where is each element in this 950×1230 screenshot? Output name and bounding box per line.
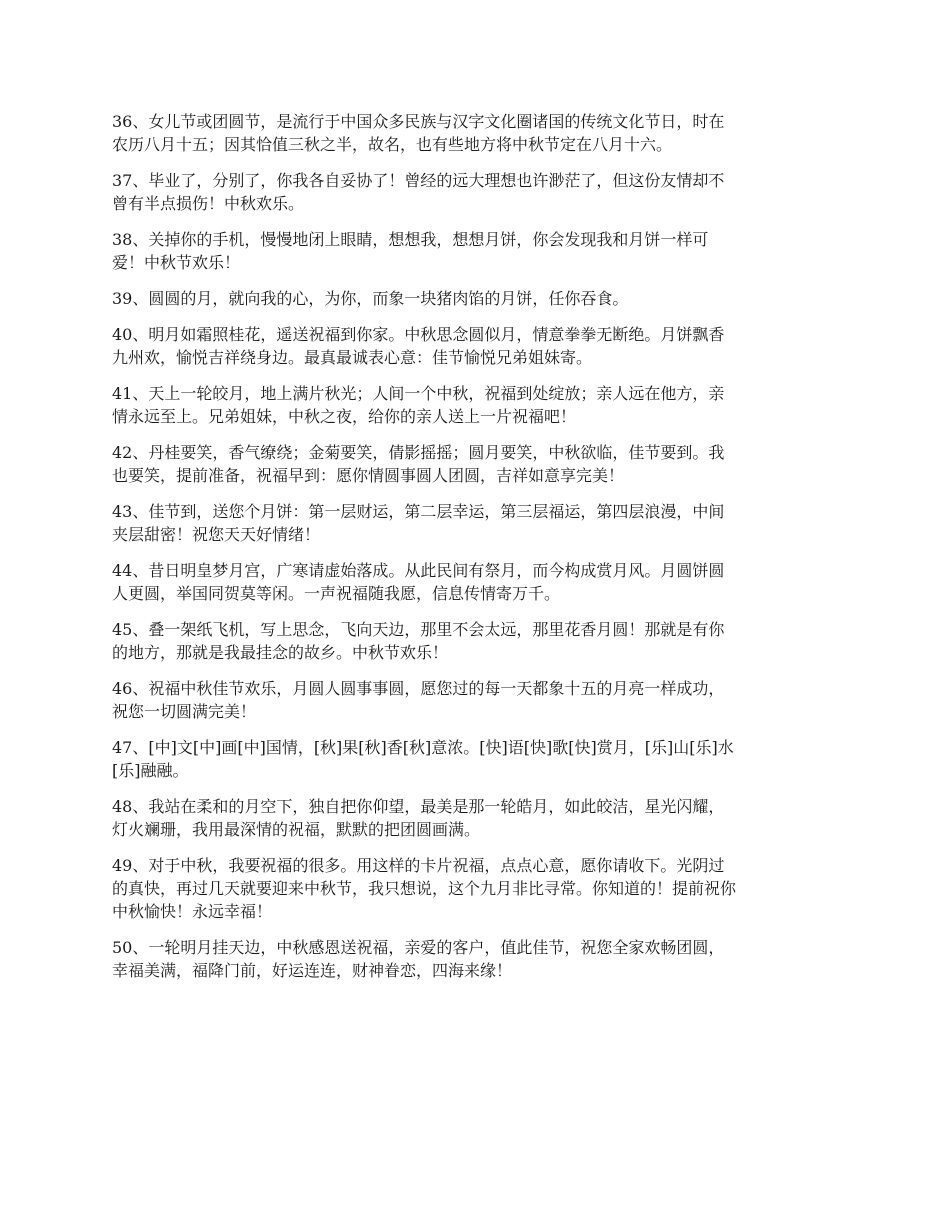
document-body [112,110,842,995]
paragraph-45: 45、叠一架纸飞机，写上思念，飞向天边，那里不会太远，那里花香月圆！那就是有你 的地方，那就是我最挂念的故乡。中秋节欢乐！ [112,620,725,662]
paragraph-42: 42、丹桂要笑，香气缭绕；金菊要笑，倩影摇摇；圆月要笑，中秋欲临，佳节要到。我 也要笑，提前准备，祝福早到：愿你情圆事圆人团圆，吉祥如意享完美！ [112,443,725,485]
paragraph-43: 43、佳节到，送您个月饼：第一层财运，第二层幸运，第三层福运，第四层浪漫，中间 夹层甜密！祝您天天好情绪！ [112,502,725,544]
paragraph-40: 40、明月如霜照桂花，遥送祝福到你家。中秋思念圆似月，情意拳拳无断绝。月饼飘香 九州欢，愉悦吉祥绕身边。最真最诚表心意：佳节愉悦兄弟姐妹寄。 [112,325,725,367]
paragraph-38: 38、关掉你的手机，慢慢地闭上眼睛，想想我，想想月饼，你会发现我和月饼一样可 爱！中秋节欢乐！ [112,230,709,272]
paragraph-41: 41、天上一轮皎月，地上满片秋光；人间一个中秋，祝福到处绽放；亲人远在他方，亲 情永远至上。兄弟姐妹，中秋之夜，给你的亲人送上一片祝福吧！ [112,384,725,426]
paragraph-50: 50、一轮明月挂天边，中秋感恩送祝福，亲爱的客户，值此佳节，祝您全家欢畅团圆， 幸福美满，福降门前，好运连连，财神眷恋，四海来缘！ [112,938,725,980]
paragraph-37: 37、毕业了，分别了，你我各自妥协了！曾经的远大理想也许渺茫了，但这份友情却不 曾有半点损伤！中秋欢乐。 [112,171,725,213]
paragraph-39: 39、圆圆的月，就向我的心，为你，而象一块猪肉馅的月饼，任你吞食。 [112,289,629,308]
paragraph-47: 47、[中]文[中]画[中]国情，[秋]果[秋]香[秋]意浓。[快]语[快]歌[快]赏月，[乐]山[乐]水 [乐]融融。 [112,738,734,780]
paragraph-44: 44、昔日明皇梦月宫，广寒请虚始落成。从此民间有祭月，而今构成赏月风。月圆饼圆 人更圆，举国同贺莫等闲。一声祝福随我愿，信息传情寄万千。 [112,561,725,603]
paragraph-36: 36、女儿节或团圆节，是流行于中国众多民族与汉字文化圈诸国的传统文化节日，时在 农历八月十五；因其恰值三秋之半，故名，也有些地方将中秋节定在八月十六。 [112,112,725,154]
paragraph-49: 49、对于中秋，我要祝福的很多。用这样的卡片祝福，点点心意，愿你请收下。光阴过 的真快，再过几天就要迎来中秋节，我只想说，这个九月非比寻常。你知道的！提前祝你 中秋愉快！永远幸福！ [112,856,737,921]
paragraph-46: 46、祝福中秋佳节欢乐，月圆人圆事事圆，愿您过的每一天都象十五的月亮一样成功， 祝您一切圆满完美！ [112,679,725,721]
paragraph-48: 48、我站在柔和的月空下，独自把你仰望，最美是那一轮皓月，如此皎洁，星光闪耀， 灯火斓珊，我用最深情的祝福，默默的把团圆画满。 [112,797,725,839]
